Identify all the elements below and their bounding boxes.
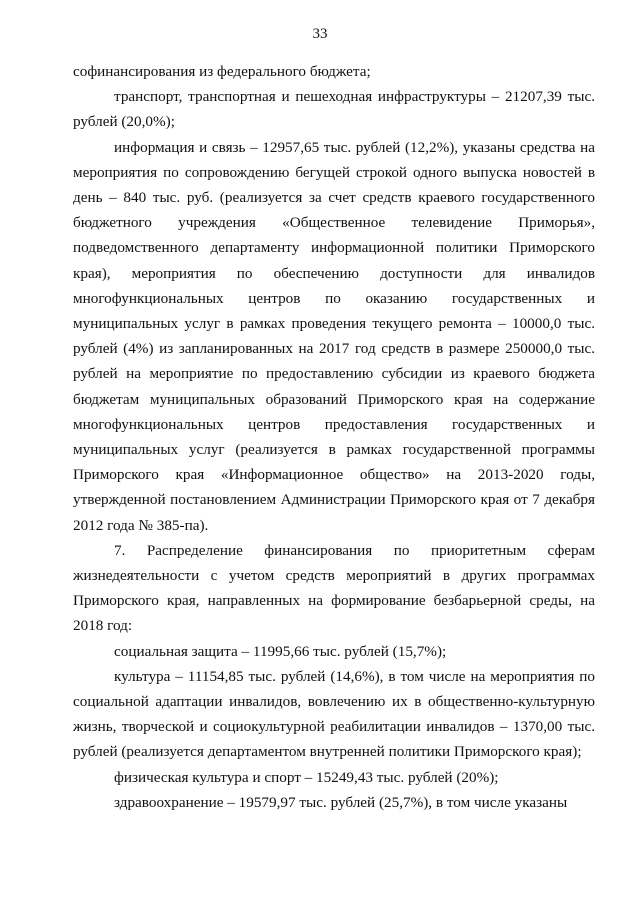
- paragraph-healthcare: здравоохранение – 19579,97 тыс. рублей (25,7%), в том числе указаны: [114, 793, 568, 811]
- paragraph-social-protection: социальная защита – 11995,66 тыс. рублей (15,7%);: [114, 642, 447, 660]
- paragraph-sport: физическая культура и спорт – 15249,43 тыс. рублей (20%);: [114, 768, 499, 786]
- paragraph-information: информация и связь – 12957,65 тыс. рублей (12,2%), указаны средства на мероприятия по сопровождению бегущей строкой одного выпуска новостей в день – 840 тыс. руб. (реализуется за счет средств краевого государственного бюджетного учреждения «Общественное телевидение Приморья», подведомственного департаменту информационной политики Приморского края), мероприятия по обеспечению доступности для инвалидов многофункциональных центров по оказанию государственных и муниципальных услуг в рамках проведения текущего ремонта – 10000,0 тыс. рублей (4%) из запланированных на 2017 год средств в размере 250000,0 тыс. рублей на мероприятие по предоставлению субсидии из краевого бюджета бюджетам муниципальных образований Приморского края на содержание многофункциональных центров предоставления государственных и муниципальных услуг (реализуется в рамках государственной программы Приморского края «Информационное общество» на 2013-2020 годы, утвержденной постановлением Администрации Приморского края от 7 декабря 2012 года № 385-па).: [73, 138, 595, 534]
- paragraph-culture: культура – 11154,85 тыс. рублей (14,6%), в том числе на мероприятия по социальной адаптации инвалидов, вовлечению их в общественно-культурную жизнь, творческой и социокультурной реабилитации инвалидов – 1370,00 тыс. рублей (реализуется департаментом внутренней политики Приморского края);: [73, 667, 595, 761]
- page-number: 33: [312, 26, 328, 42]
- paragraph-cofinancing: софинансирования из федерального бюджета;: [73, 63, 371, 80]
- paragraph-distribution: 7. Распределение финансирования по приоритетным сферам жизнедеятельности с учетом средств мероприятий в других программах Приморского края, направленных на формирование безбарьерной среды, на 2018 год:: [73, 541, 595, 635]
- paragraph-transport: транспорт, транспортная и пешеходная инфраструктуры – 21207,39 тыс. рублей (20,0%);: [73, 88, 595, 131]
- body-text: [73, 59, 595, 815]
